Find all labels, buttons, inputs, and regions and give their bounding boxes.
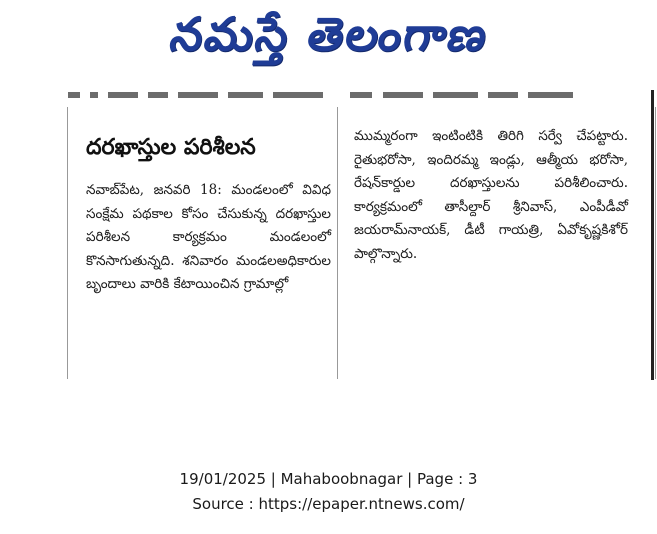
cropped-text-strip: [68, 92, 588, 102]
masthead: [0, 0, 657, 80]
left-column: [68, 107, 338, 379]
left-column-text: నవాబ్‌పేట, జనవరి 18: మండలంలో వివిధ సంక్షేమ పథకాల కోసం చేసుకున్న దరఖాస్తుల పరిశీలన కార్యక్రమం మండలంలో కొనసాగుతున్నది. శనివారం మండలఅధికారుల బృందాలు వారికి కేటాయించిన గ్రామాల్లో: [86, 182, 331, 292]
right-column-text: ముమ్మరంగా ఇంటింటికి తిరిగి సర్వే చేపట్టారు. రైతుభరోసా, ఇందిరమ్మ ఇండ్లు, ఆత్మీయ భరోసా, రేషన్‌కార్డుల దరఖాస్తులను పరిశీలించారు. కార్యక్రమంలో తాసీల్దార్ శ్రీనివాస్, ఎంపీడీవో జయరామ్‌నాయక్, డీటీ గాయత్రి, ఏవోకృష్ణకిశోర్ పాల్గొన్నారు.: [354, 128, 628, 262]
footer-source[interactable]: Source : https://epaper.ntnews.com/: [192, 495, 465, 513]
footer-date-page: 19/01/2025 | Mahaboobnagar | Page : 3: [179, 470, 478, 488]
newspaper-logo: నమస్తే తెలంగాణ: [166, 7, 493, 61]
article-clipping: [67, 107, 656, 379]
right-column: [350, 107, 628, 379]
page-edge-divider: [651, 90, 654, 380]
article-headline: దరఖాస్తుల పరిశీలన: [86, 135, 256, 160]
